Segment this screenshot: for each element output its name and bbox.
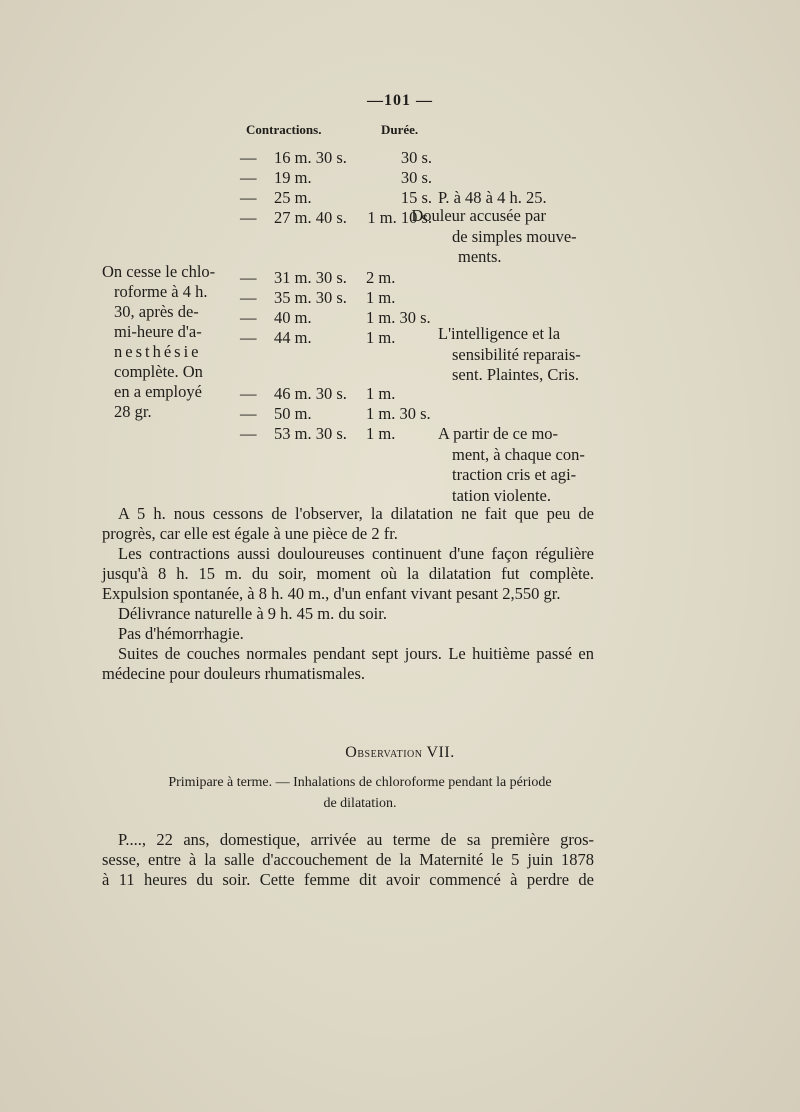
row-time: 40 m. — [274, 308, 312, 327]
remark-line: tation violente. — [452, 485, 551, 505]
column-header-contractions: Contractions. — [246, 122, 322, 137]
remark-line: sent. Plaintes, Cris. — [452, 365, 579, 384]
row-time: 25 m. — [274, 188, 312, 207]
paragraph: Pas d'hémorrhagie. — [118, 624, 244, 643]
row-dash: — — [240, 404, 257, 423]
side-note-line: en a employé — [114, 382, 202, 401]
row-duration: 1 m. 30 s. — [366, 404, 431, 423]
observation-line: sesse, entre à la salle d'accouchement de la Maternité le 5 juin 1878 — [102, 850, 594, 869]
row-dash: — — [240, 268, 257, 287]
row-time: 53 m. 30 s. — [274, 424, 347, 443]
side-note-line: On cesse le chlo- — [102, 262, 216, 281]
observation-line: P...., 22 ans, domestique, arrivée au terme de sa première gros- — [118, 830, 594, 849]
paragraph: Suites de couches normales pendant sept jours. Le huitième passé en médecine pour douleurs rhumatismales. — [102, 644, 594, 683]
side-note-line: roforme à 4 h. — [114, 282, 208, 301]
remark-douleur — [411, 206, 577, 268]
side-note-line: nesthésie — [114, 342, 202, 361]
remark-line: traction cris et agi- — [452, 465, 577, 484]
row-duration: 15 s. — [400, 188, 432, 207]
row-duration: 2 m. — [366, 268, 396, 287]
row-duration: 1 m. — [366, 328, 396, 347]
row-dash: — — [240, 424, 257, 443]
remark-line: de simples mouve- — [452, 226, 577, 246]
paragraph: Les contractions aussi douloureuses continuent d'une façon régulière jusqu'à 8 h. 15 m. du soir, moment où la dilatation fut complète. Expulsion spontanée, à 8 h. 40 m., d'un enfant vivant pesant 2,550 gr. — [102, 544, 594, 603]
side-note-line: 30, après de- — [114, 302, 199, 321]
row-duration: 30 s. — [400, 168, 432, 187]
row-dash: — — [240, 384, 257, 403]
remark-line: Douleur accusée par — [411, 206, 546, 225]
remark-line: L'intelligence et la — [438, 324, 561, 343]
observation-title: Observation VII. — [345, 744, 455, 761]
row-duration: 30 s. — [400, 148, 432, 167]
remark-line: ments. — [458, 247, 502, 266]
page-number: —101 — — [367, 92, 433, 109]
observation-line: à 11 heures du soir. Cette femme dit avoir commencé à perdre de — [102, 870, 594, 889]
row-duration: 1 m. 30 s. — [366, 308, 431, 327]
row-dash: — — [240, 168, 257, 187]
row-time: 35 m. 30 s. — [274, 288, 347, 307]
remark-line: A partir de ce mo- — [438, 424, 559, 443]
row-duration: 1 m. — [366, 288, 396, 307]
side-note-line: 28 gr. — [114, 402, 152, 421]
row-dash: — — [240, 308, 257, 327]
row-time: 50 m. — [274, 404, 312, 423]
observation-subtitle: Primipare à terme. — Inhalations de chloroforme pendant la période de dilatation. — [168, 775, 552, 811]
row-dash: — — [240, 328, 257, 347]
row-time: 16 m. 30 s. — [274, 148, 347, 167]
narrative-text — [102, 504, 594, 684]
row-dash: — — [240, 208, 257, 227]
row-dash: — — [240, 288, 257, 307]
remark-line: ment, à chaque con- — [452, 444, 585, 464]
row-time: 46 m. 30 s. — [274, 384, 347, 403]
paragraph: Délivrance naturelle à 9 h. 45 m. du soir. — [118, 604, 387, 623]
row-duration: 1 m. — [366, 384, 396, 403]
row-dash: — — [240, 188, 257, 207]
side-note-line: complète. On — [114, 362, 203, 381]
side-note-chloroforme — [102, 262, 234, 422]
column-header-duree: Durée. — [381, 122, 419, 137]
row-duration: 1 m. 10 s. — [367, 208, 432, 227]
row-time: 27 m. 40 s. — [274, 208, 347, 227]
side-note-line: mi-heure d'a- — [114, 322, 202, 341]
row-duration: 1 m. — [366, 424, 396, 443]
remark-a-partir — [438, 424, 585, 506]
row-time: 31 m. 30 s. — [274, 268, 347, 287]
remark-line: sensibilité reparais- — [452, 344, 581, 364]
row-time: 44 m. — [274, 328, 312, 347]
row-note: P. à 48 à 4 h. 25. — [438, 188, 547, 207]
paragraph: A 5 h. nous cessons de l'observer, la dilatation ne fait que peu de progrès, car elle est égale à une pièce de 2 fr. — [102, 504, 594, 543]
observation-body — [102, 830, 594, 890]
remark-intelligence — [438, 324, 581, 386]
row-dash: — — [240, 148, 257, 167]
row-time: 19 m. — [274, 168, 312, 187]
